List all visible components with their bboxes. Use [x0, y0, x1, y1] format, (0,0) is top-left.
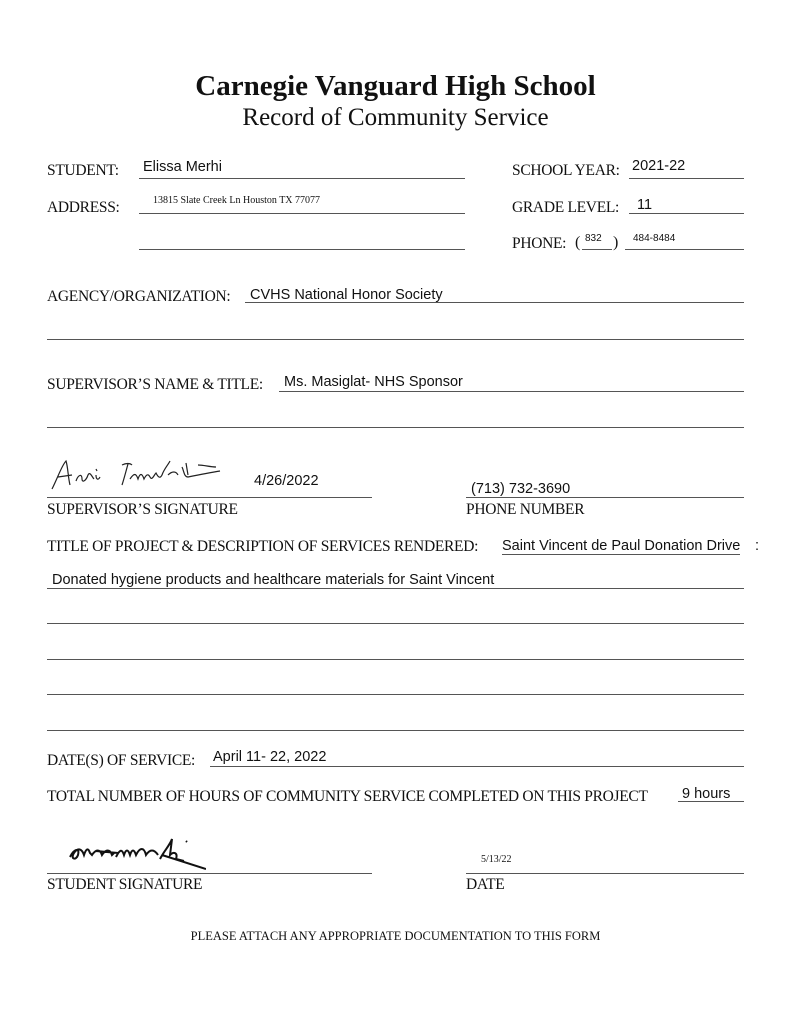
supervisor-name-label: SUPERVISOR’S NAME & TITLE: [47, 376, 263, 393]
description-line-5[interactable] [47, 730, 744, 731]
supervisor-name-line-2[interactable] [47, 427, 744, 428]
supervisor-signature-date[interactable]: 4/26/2022 [254, 473, 319, 489]
project-title-value[interactable]: Saint Vincent de Paul Donation Drive [502, 538, 741, 554]
student-signature-line [47, 873, 372, 874]
student-name-value[interactable]: Elissa Merhi [143, 159, 222, 175]
school-year-label: SCHOOL YEAR: [512, 162, 620, 179]
agency-label: AGENCY/ORGANIZATION: [47, 288, 231, 305]
school-year-line [629, 178, 744, 179]
dates-of-service-line [210, 766, 744, 767]
project-title-suffix: : [755, 538, 760, 554]
agency-value[interactable]: CVHS National Honor Society [250, 287, 443, 303]
supervisor-name-line [279, 391, 744, 392]
student-signature-date-value[interactable]: 5/13/22 [481, 854, 512, 865]
footer-note: PLEASE ATTACH ANY APPROPRIATE DOCUMENTATION TO THIS FORM [190, 929, 601, 943]
grade-level-line [629, 213, 744, 214]
address-line-1 [139, 213, 465, 214]
supervisor-signature-label: SUPERVISOR’S SIGNATURE [47, 501, 238, 518]
dates-of-service-label: DATE(S) OF SERVICE: [47, 752, 196, 769]
supervisor-phone-line [466, 497, 744, 498]
description-line-2[interactable] [47, 623, 744, 624]
student-label: STUDENT: [47, 162, 119, 179]
school-year-value[interactable]: 2021-22 [632, 158, 686, 174]
agency-line-2[interactable] [47, 339, 744, 340]
description-line-4[interactable] [47, 694, 744, 695]
description-line-1-text[interactable]: Donated hygiene products and healthcare materials for Saint Vincent [52, 572, 495, 588]
grade-level-label: GRADE LEVEL: [512, 199, 620, 216]
student-signature-image [66, 835, 206, 875]
phone-area-code-line [582, 249, 612, 250]
student-signature-date-label: DATE [466, 876, 505, 893]
phone-label: PHONE: [512, 235, 567, 252]
total-hours-label: TOTAL NUMBER OF HOURS OF COMMUNITY SERVICE COMPLETED ON THIS PROJECT [47, 788, 648, 805]
agency-line [245, 302, 744, 303]
description-line-1 [47, 588, 744, 589]
dates-of-service-value[interactable]: April 11- 22, 2022 [213, 749, 327, 765]
school-name: Carnegie Vanguard High School [195, 70, 596, 102]
phone-area-code[interactable]: 832 [585, 233, 602, 244]
phone-number-value[interactable]: 484-8484 [633, 233, 676, 244]
total-hours-value[interactable]: 9 hours [682, 786, 731, 802]
student-name-line [139, 178, 465, 179]
student-signature-label: STUDENT SIGNATURE [47, 876, 203, 893]
phone-close-paren: ) [613, 234, 619, 251]
grade-level-value[interactable]: 11 [637, 197, 653, 213]
supervisor-name-value[interactable]: Ms. Masiglat- NHS Sponsor [284, 374, 463, 390]
supervisor-phone-label: PHONE NUMBER [466, 501, 585, 518]
supervisor-signature-line [47, 497, 372, 498]
total-hours-line [678, 801, 744, 802]
address-value[interactable]: 13815 Slate Creek Ln Houston TX 77077 [153, 195, 321, 206]
form-title: Record of Community Service [242, 104, 549, 131]
supervisor-phone-value[interactable]: (713) 732-3690 [471, 481, 571, 497]
description-line-3[interactable] [47, 659, 744, 660]
phone-number-line [625, 249, 744, 250]
address-line-2[interactable] [139, 249, 465, 250]
supervisor-signature-image [48, 455, 228, 495]
project-title-label: TITLE OF PROJECT & DESCRIPTION OF SERVICES RENDERED: [47, 538, 479, 555]
address-label: ADDRESS: [47, 199, 120, 216]
student-signature-date-line [466, 873, 744, 874]
phone-open-paren: ( [575, 234, 581, 251]
